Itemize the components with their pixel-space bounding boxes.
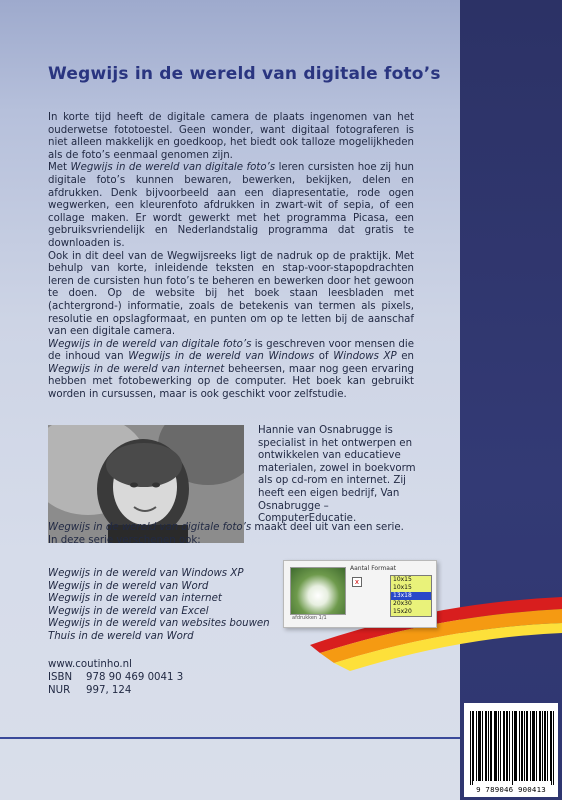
series-intro-text: maakt deel uit van een serie. [251,522,404,533]
series-list [48,568,270,644]
paragraph-4-text-2: of [314,351,334,363]
nur-row [48,684,183,697]
paragraph-2-book-title: Wegwijs in de wereld van digitale foto’s [70,162,276,174]
barcode-digits: 9 789046 900413 [476,785,546,794]
series-item: Wegwijs in de wereld van websites bouwen [48,618,270,630]
series-intro-line-1 [48,522,418,535]
nur-value: 997, 124 [86,685,132,696]
bottom-rule [0,737,460,739]
format-option: 20x30 [391,600,431,608]
print-dialog-caption: afdrukken 1/1 [292,615,327,621]
paragraph-4-text-3: en [396,351,415,363]
paragraph-2 [48,162,414,250]
paragraph-4-title-2: Wegwijs in de wereld van Windows [128,351,315,363]
print-dialog-illustration [283,560,437,628]
nur-label: NUR [48,685,71,696]
series-item: Wegwijs in de wereld van Excel [48,605,209,617]
series-intro-line-2: In deze serie verschenen ook: [48,534,201,546]
paragraph-4-text-4: beheersen, maar nog geen ervaring hebben met fotobewerking op de computer. Het boek kan gebruikt worden in cursussen, maar is ook geschikt voor zelfstudie. [48,363,414,401]
print-dialog-header: Aantal Formaat [350,565,397,572]
series-item: Wegwijs in de wereld van Windows XP [48,568,244,579]
format-option: 15x20 [391,608,431,616]
format-list [390,575,432,617]
paragraph-3 [48,251,414,339]
paragraph-4-text-1: is geschreven voor mensen die de inhoud van [48,338,415,363]
paragraph-2-text: leren cursisten hoe zij hun digitale foto’s kunnen bewaren, bewerken, bekijken, delen en afdrukken. Denk bijvoorbeeld aan een diapresentatie, rode ogen wegwerken, een kleurenfoto afdrukken in zwart-wit of sepia, of een collage maken. Er wordt gewerkt met het programma Picasa, een gebruiksvriendelijk en Nederlandstalig programma dat gratis te downloaden is. [48,162,414,249]
paragraph-3-text: Ook in dit deel van de Wegwijsreeks ligt de nadruk op de praktijk. Met behulp van korte, inleidende teksten en stap-voor-stapopdrachten leren de cursisten hun foto’s te beheren en bewerken door het gewoon te doen. Op de website bij het boek staan leesbladen met (achtergrond-) informatie, zoals de betekenis van termen als pixels, resolutie en opslagformaat, en punten om op te letten bij de aanschaf van een digitale camera. [48,250,414,338]
isbn-label: ISBN [48,672,73,683]
isbn-value: 978 90 469 0041 3 [86,672,184,683]
author-bio: Hannie van Osnabrugge is specialist in het ontwerpen en ontwikkelen van educatieve materialen, zowel in boekvorm als op cd-rom en internet. Zij heeft een eigen bedrijf, Van Osnabrugge – ComputerEducatie. [258,425,416,525]
series-item: Thuis in de wereld van Word [48,630,194,642]
format-option: 10x15 [391,584,431,592]
series-intro [48,522,418,547]
barcode [464,703,558,797]
publisher-website: www.coutinho.nl [48,659,132,670]
description [48,112,414,402]
format-option-selected: 13x18 [391,592,431,600]
paragraph-1 [48,112,414,162]
paragraph-4-title-1: Wegwijs in de wereld van digitale foto’s [48,338,252,350]
flower-thumbnail [290,567,346,615]
paragraph-1-text: In korte tijd heeft de digitale camera de plaats ingenomen van het ouderwetse fototoestel. Geen wonder, want digitaal fotograferen is niet alleen makkelijk en goedkoop, het biedt ook talloze mogelijkheden als de foto’s eenmaal genomen zijn. [48,112,414,161]
paragraph-4-title-3: Windows XP [333,351,397,363]
book-title: Wegwijs in de wereld van digitale foto’s [48,64,441,84]
paragraph-2-prefix: Met [48,162,71,174]
series-intro-title: Wegwijs in de wereld van digitale foto’s [48,522,252,533]
series-item: Wegwijs in de wereld van internet [48,593,222,605]
spine-band [460,0,562,800]
paragraph-4-title-4: Wegwijs in de wereld van internet [48,363,225,375]
barcode-bars-icon [464,703,558,785]
format-option: 10x15 [391,576,431,584]
quantity-checkbox-icon: x [352,577,362,587]
paragraph-4 [48,339,414,402]
isbn-row [48,671,183,684]
publisher-info [48,658,183,697]
series-item: Wegwijs in de wereld van Word [48,580,209,592]
